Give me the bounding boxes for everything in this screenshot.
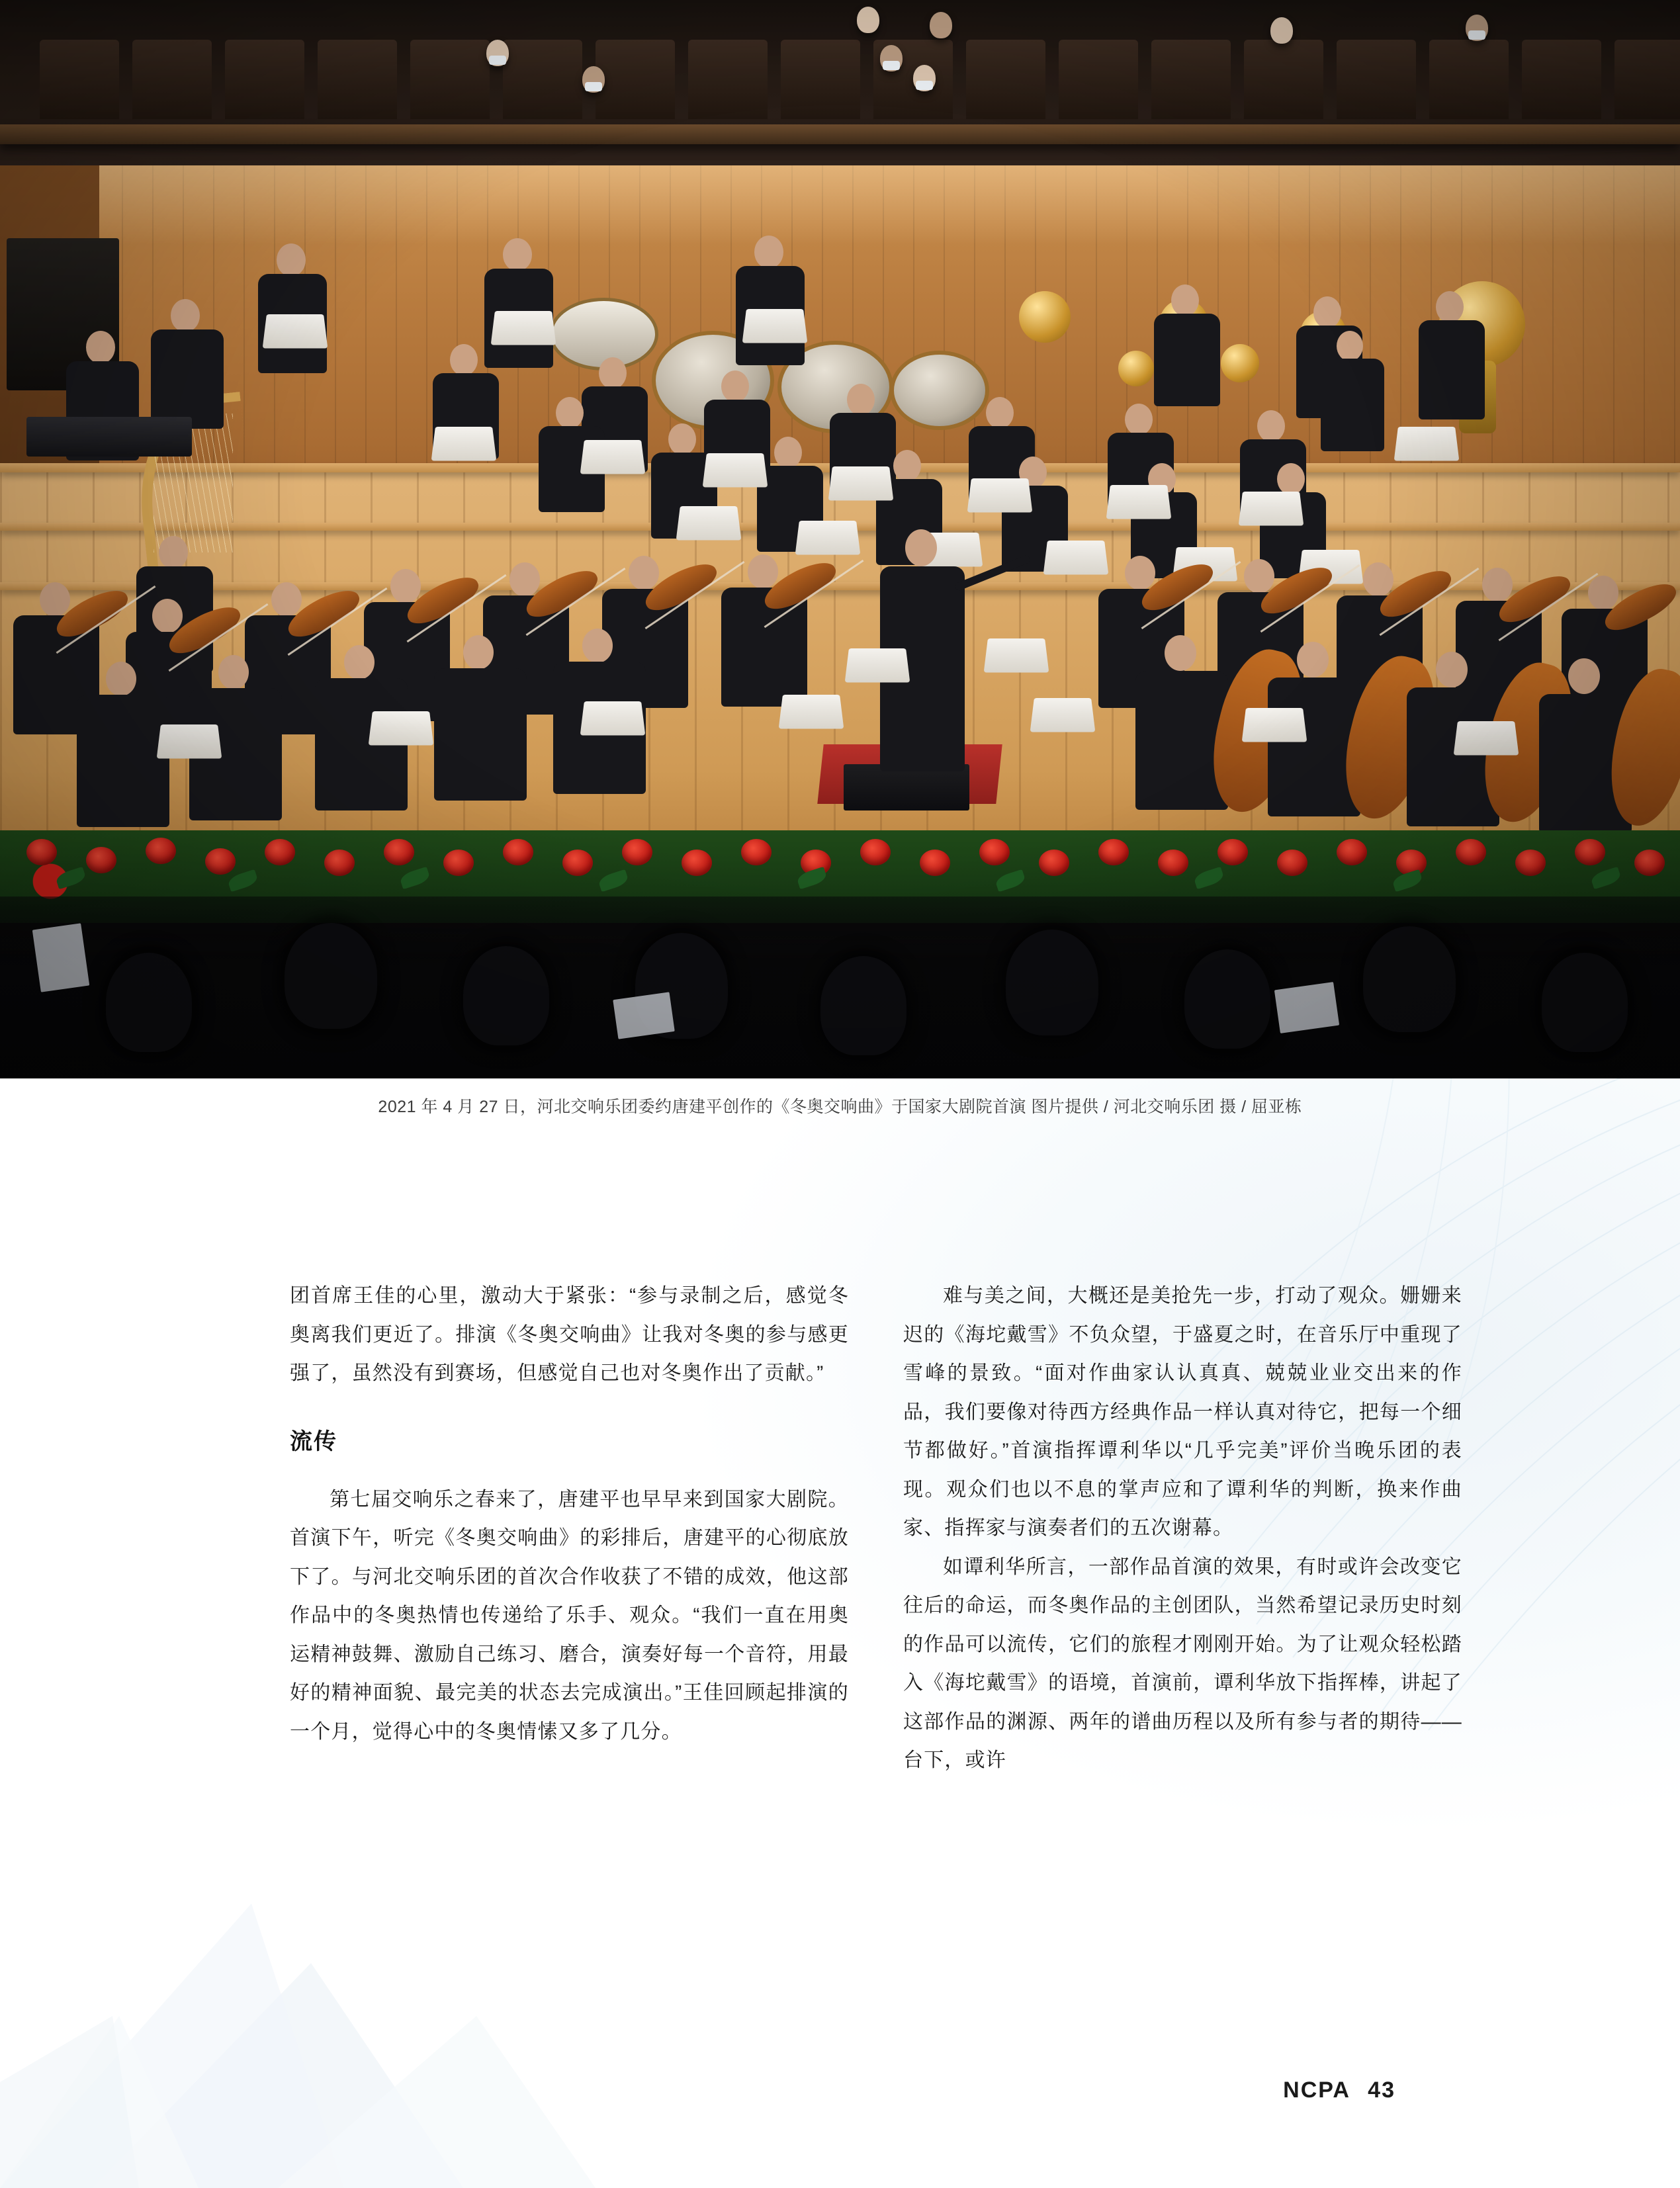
left-paragraph-1: 团首席王佳的心里，激动大于紧张：“参与录制之后，感觉冬奥离我们更近了。排演《冬奥交响曲》让我对冬奥的参与感更强了，虽然没有到赛场，但感觉自己也对冬奥作出了贡献。” bbox=[290, 1285, 849, 1384]
stage-wall-highlight bbox=[0, 165, 1680, 245]
snare-drum bbox=[549, 298, 658, 371]
left-paragraph-2: 第七届交响乐之春来了，唐建平也早早来到国家大剧院。首演下午，听完《冬奥交响曲》的彩排后，唐建平的心彻底放下了。与河北交响乐团的首次合作收获了不错的成效，他这部作品中的冬奥热情也传递给了乐手、观众。“我们一直在用奥运精神鼓舞、激励自己练习、磨合，演奏好每一个音符，用最好的精神面貌、最完美的状态去完成演出。”王佳回顾起排演的一个月，觉得心中的冬奥情愫又多了几分。 bbox=[290, 1488, 849, 1743]
page-footer bbox=[1283, 2078, 1395, 2103]
trombone-bell bbox=[1019, 291, 1071, 343]
photo-caption: 2021 年 4 月 27 日，河北交响乐团委约唐建平创作的《冬奥交响曲》于国家大剧院首演 图片提供 / 河北交响乐团 摄 / 屈亚栋 bbox=[378, 1098, 1302, 1116]
timpani bbox=[890, 351, 989, 430]
body-column-left bbox=[290, 1277, 849, 1751]
balcony-rail bbox=[0, 124, 1680, 144]
body-column-right bbox=[903, 1277, 1462, 1780]
right-paragraph-1: 难与美之间，大概还是美抢先一步，打动了观众。姗姗来迟的《海坨戴雪》不负众望，于盛夏之时，在音乐厅中重现了雪峰的景致。“面对作曲家认认真真、兢兢业业交出来的作品，我们要像对待西方经典作品一样认真对待它，把每一个细节都做好。”首演指挥谭利华以“几乎完美”评价当晚乐团的表现。观众们也以不息的掌声应和了谭利华的判断，换来作曲家、指挥家与演奏者们的五次谢幕。 bbox=[903, 1285, 1462, 1539]
section-heading: 流传 bbox=[290, 1428, 337, 1454]
right-paragraph-2: 如谭利华所言，一部作品首演的效果，有时或许会改变它往后的命运，而冬奥作品的主创团队，当然希望记录历史时刻的作品可以流传，它们的旅程才刚刚开始。为了让观众轻松踏入《海坨戴雪》的语境，首演前，谭利华放下指挥棒，讲起了这部作品的渊源、两年的谱曲历程以及所有参与者的期待——台下，或许 bbox=[903, 1555, 1462, 1771]
publication-name: NCPA bbox=[1283, 2078, 1350, 2103]
concert-photo bbox=[0, 0, 1680, 1078]
trumpet-bell bbox=[1221, 344, 1259, 382]
keyboard-instrument bbox=[26, 417, 192, 457]
conductor-head bbox=[905, 529, 937, 566]
trumpet-bell bbox=[1118, 351, 1154, 386]
page-number: 43 bbox=[1368, 2078, 1395, 2103]
